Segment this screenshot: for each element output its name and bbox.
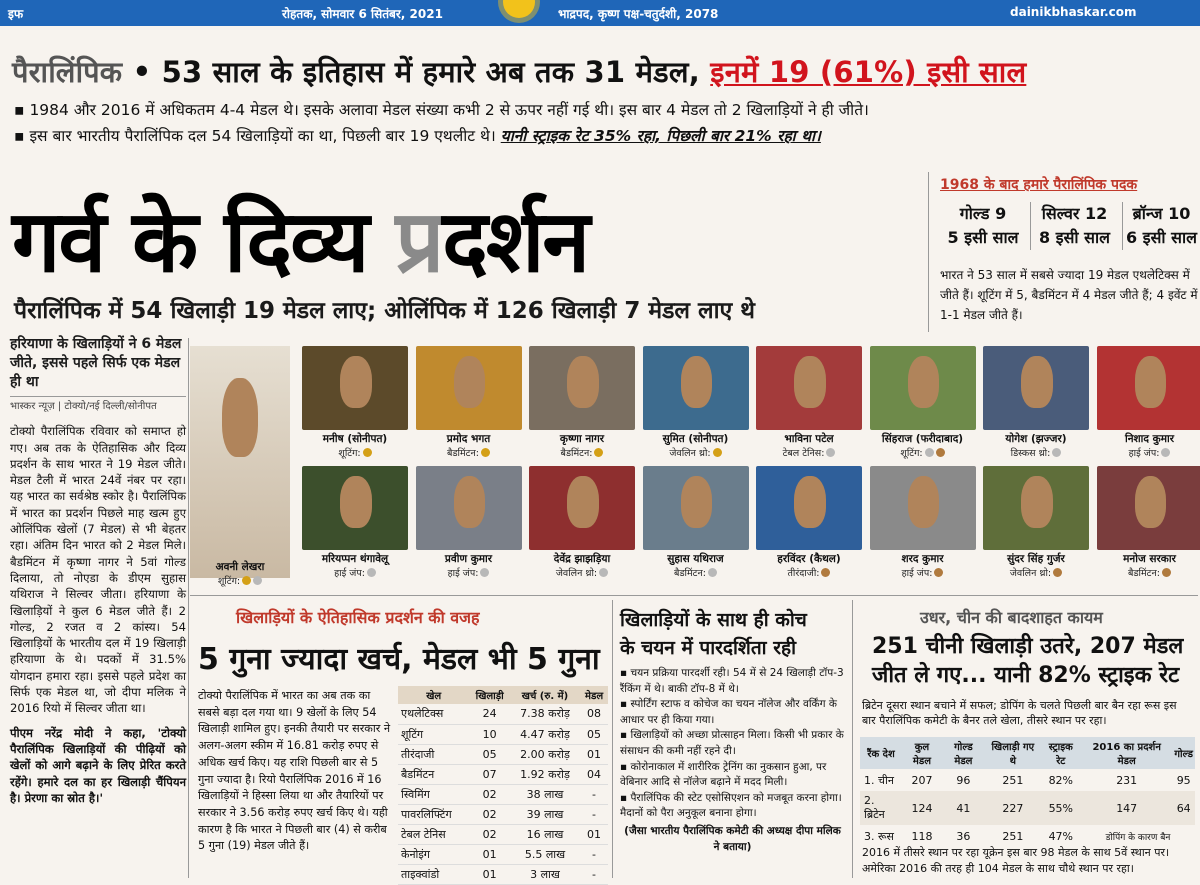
reason-headline: 5 गुना ज्यादा खर्च, मेडल भी 5 गुना xyxy=(198,637,600,678)
athlete-sport xyxy=(411,446,527,459)
coach-points xyxy=(620,666,845,855)
table-cell: - xyxy=(580,804,608,824)
athlete-sport xyxy=(978,566,1094,579)
table-cell: तीरंदाजी xyxy=(398,744,469,764)
athlete-name: मनीष (सोनीपत) xyxy=(297,432,413,446)
athlete-sport xyxy=(1092,446,1200,459)
table-cell: 10 xyxy=(469,724,509,744)
silver-box xyxy=(1030,202,1118,250)
medal-icon xyxy=(481,448,490,457)
athlete-photo xyxy=(1097,466,1200,550)
table-cell: 01 xyxy=(580,744,608,764)
athlete-sport xyxy=(865,446,981,459)
medal-icon xyxy=(367,568,376,577)
table-cell: 82% xyxy=(1041,769,1081,791)
athlete-photo xyxy=(1097,346,1200,430)
medal-icon xyxy=(925,448,934,457)
main-title-part1: गर्व के दिव्य xyxy=(12,191,395,292)
coach-headline-2: के चयन में पारदर्शिता रही xyxy=(620,634,807,662)
table-row xyxy=(398,724,608,744)
table-cell: - xyxy=(580,844,608,864)
column-header: 2016 का प्रदर्शन मेडल xyxy=(1081,737,1172,769)
table-cell: 2.00 करोड़ xyxy=(510,744,580,764)
athlete-photo xyxy=(416,346,522,430)
list-item: ▪ खिलाड़ियों को अच्छा प्रोत्साहन मिला। किसी भी प्रकार के संसाधन की कमी नहीं रहने दी। xyxy=(620,728,845,759)
table-cell: 24 xyxy=(469,704,509,724)
main-title-part3: दर्शन xyxy=(442,191,588,292)
table-cell: 64 xyxy=(1172,791,1195,825)
coach-point: खिलाड़ियों को अच्छा प्रोत्साहन मिला। किसी भी प्रकार के संसाधन की कमी नहीं रहने दी। xyxy=(620,729,844,757)
athlete-sport-text: बैडमिंटन: xyxy=(1128,568,1160,579)
table-cell: 227 xyxy=(985,791,1041,825)
athlete-sport xyxy=(1092,566,1200,579)
medal-icon xyxy=(1053,568,1062,577)
pm-quote: पीएम नरेंद्र मोदी ने कहा, 'टोक्यो पैरालिंपिक खिलाड़ियों की पीढ़ियों को खेलों को आगे बढ़ाने के लिए प्रेरित करते रहेंगे। हमारे दल का हर खिलाड़ी चैंपियन है। प्रेरणा का स्रोत है।' xyxy=(10,725,186,806)
table-cell: - xyxy=(580,784,608,804)
table-cell: 05 xyxy=(580,724,608,744)
athlete-sport xyxy=(751,446,867,459)
portrait-image xyxy=(454,476,486,528)
table-row xyxy=(398,824,608,844)
medal-icon xyxy=(934,568,943,577)
haryana-heading: हरियाणा के खिलाड़ियों ने 6 मेडल जीते, इससे पहले सिर्फ एक मेडल ही था xyxy=(10,335,186,392)
portrait-image xyxy=(454,356,486,408)
coach-headline-1: खिलाड़ियों के साथ ही कोच xyxy=(620,606,807,634)
bullet-2: ▪ इस बार भारतीय पैरालिंपिक दल 54 खिलाड़ियों का था, पिछली बार 19 एथलीट थे। यानी स्ट्राइक रेट 35% रहा, पिछली बार 21% रहा था। xyxy=(14,124,821,146)
athlete-sport-text: डिस्कस थ्रो: xyxy=(1011,448,1051,459)
table-cell: 55% xyxy=(1041,791,1081,825)
medal-icon xyxy=(708,568,717,577)
gold-box xyxy=(942,202,1024,250)
column-header: गोल्ड xyxy=(1172,737,1195,769)
column-header: रैंक देश xyxy=(860,737,902,769)
table-cell: 07 xyxy=(469,764,509,784)
column-header: खेल xyxy=(398,686,469,704)
table-cell: 207 xyxy=(902,769,942,791)
athlete-sport-text: तीरंदाजी: xyxy=(788,568,820,579)
headline-prefix: पैरालिंपिक xyxy=(12,55,122,89)
table-cell: 08 xyxy=(580,704,608,724)
china-footer: 2016 में तीसरे स्थान पर रहा यूक्रेन इस बार 98 मेडल के साथ 5वें स्थान पर। अमेरिका 2016 की तरह ही 104 मेडल के साथ चौथे स्थान पर रहा। xyxy=(862,845,1197,877)
coach-point: कोरोनाकाल में शारीरिक ट्रेनिंग का नुकसान हुआ, पर वेबिनार आदि से नॉलेज बढ़ाने में मदद मिली। xyxy=(620,761,826,789)
portrait-image xyxy=(681,476,713,528)
portrait-image xyxy=(908,476,940,528)
table-cell: 39 लाख xyxy=(510,804,580,824)
athlete-sport-text: बैडमिंटन: xyxy=(674,568,706,579)
list-item: ▪ पैरालिंपिक की स्टेट एसोसिएशन को मजबूत करना होगा। मैदानों को पैरा अनुकूल बनाना होगा। xyxy=(620,791,845,822)
table-row xyxy=(398,844,608,864)
table-cell: 251 xyxy=(985,825,1041,847)
reason-body: टोक्यो पैरालिंपिक में भारत का अब तक का सबसे बड़ा दल गया था। 9 खेलों के लिए 54 खिलाड़ी शामिल हुए। इनकी तैयारी पर सरकार ने अलग-अलग स्कीम में 16.81 करोड़ रुपए से अधिक खर्च किए। यह राशि पिछली बार से 5 गुना ज्यादा है। रियो पैरालिंपिक 2016 में 16 खिलाड़ियों ने हिस्सा लिया था और तैयारियों पर सरकार ने 3.56 करोड़ रुपए खर्च किए थे। यही कारण है कि भारत ने पिछली बार (4) से करीब 5 गुना (19) मेडल जीते हैं। xyxy=(198,688,394,855)
table-cell: 02 xyxy=(469,784,509,804)
medal-icon xyxy=(363,448,372,457)
date-line: रोहतक, सोमवार 6 सितंबर, 2021 xyxy=(282,5,443,22)
table-cell: शूटिंग xyxy=(398,724,469,744)
athlete-sport-text: शूटिंग: xyxy=(900,448,922,459)
athlete-name: मनोज सरकार xyxy=(1092,552,1200,566)
athlete-photo xyxy=(756,466,862,550)
athlete-name: निशाद कुमार xyxy=(1092,432,1200,446)
main-title-part2: प्र xyxy=(395,191,442,292)
table-cell: - xyxy=(580,864,608,884)
portrait-image xyxy=(1021,476,1053,528)
silver-year: 8 इसी साल xyxy=(1031,226,1118,250)
table-row xyxy=(398,744,608,764)
avani-sport-text: शूटिंग: xyxy=(218,576,240,587)
column-header: खिलाड़ी xyxy=(469,686,509,704)
coach-credit: (जैसा भारतीय पैरालिंपिक कमेटी की अध्यक्ष दीपा मलिक ने बताया) xyxy=(620,824,845,855)
spend-table xyxy=(398,686,608,885)
portrait-image xyxy=(340,356,372,408)
table-cell: 124 xyxy=(902,791,942,825)
bronze-label: ब्रॉन्ज 10 xyxy=(1123,202,1200,226)
coach-headline xyxy=(620,606,807,662)
portrait-image xyxy=(1135,356,1167,408)
table-cell: 5.5 लाख xyxy=(510,844,580,864)
medal-icon xyxy=(826,448,835,457)
athlete-sport-text: शूटिंग: xyxy=(338,448,360,459)
table-cell: 147 xyxy=(1081,791,1172,825)
column-header: मेडल xyxy=(580,686,608,704)
medal-table xyxy=(860,737,1195,847)
table-cell: पावरलिफ्टिंग xyxy=(398,804,469,824)
divider xyxy=(190,595,1198,596)
athlete-photo xyxy=(870,466,976,550)
headline-highlight: इनमें 19 (61%) इसी साल xyxy=(710,55,1026,89)
portrait-image xyxy=(340,476,372,528)
table-cell: 118 xyxy=(902,825,942,847)
table-cell: 1.92 करोड़ xyxy=(510,764,580,784)
gold-year: 5 इसी साल xyxy=(942,226,1024,250)
table-cell: 38 लाख xyxy=(510,784,580,804)
table-cell: 05 xyxy=(469,744,509,764)
athlete-photo xyxy=(756,346,862,430)
athlete-sport-text: हाई जंप: xyxy=(902,568,933,579)
athlete-name: सुमित (सोनीपत) xyxy=(638,432,754,446)
athlete-sport-text: हाई जंप: xyxy=(1129,448,1160,459)
athlete-sport-text: बैडमिंटन: xyxy=(447,448,479,459)
avani-name: अवनी लेखरा xyxy=(182,560,298,574)
table-cell: 3 लाख xyxy=(510,864,580,884)
athlete-name: मरियप्पन थंगावेलू xyxy=(297,552,413,566)
table-cell: 2. ब्रिटेन xyxy=(860,791,902,825)
portrait-image xyxy=(908,356,940,408)
table-row xyxy=(860,825,1195,847)
medal-icon xyxy=(599,568,608,577)
athlete-photo xyxy=(529,466,635,550)
portrait-image xyxy=(1021,356,1053,408)
table-cell: स्विमिंग xyxy=(398,784,469,804)
table-cell: 96 xyxy=(942,769,985,791)
subtitle: पैरालिंपिक में 54 खिलाड़ी 19 मेडल लाए; ओलिंपिक में 126 खिलाड़ी 7 मेडल लाए थे xyxy=(14,293,755,325)
table-cell: 95 xyxy=(1172,769,1195,791)
bullet-2-emphasis: यानी स्ट्राइक रेट 35% रहा, पिछली बार 21% रहा था। xyxy=(501,127,821,145)
bronze-year: 6 इसी साल xyxy=(1123,226,1200,250)
medal-icon xyxy=(713,448,722,457)
athlete-photo xyxy=(529,346,635,430)
medal-icon xyxy=(594,448,603,457)
list-item: ▪ चयन प्रक्रिया पारदर्शी रही। 54 में से 24 खिलाड़ी टॉप-3 रैंकिंग में थे। बाकी टॉप-8 में थे। xyxy=(620,666,845,697)
table-row xyxy=(398,764,608,784)
divider xyxy=(928,172,929,332)
column-header: कुल मेडल xyxy=(902,737,942,769)
table-cell: 41 xyxy=(942,791,985,825)
bullet-2-text: इस बार भारतीय पैरालिंपिक दल 54 खिलाड़ियों का था, पिछली बार 19 एथलीट थे। xyxy=(29,127,495,145)
headline: पैरालिंपिक • 53 साल के इतिहास में हमारे अब तक 31 मेडल, इनमें 19 (61%) इसी साल xyxy=(12,52,1026,91)
table-cell: 04 xyxy=(580,764,608,784)
table-cell: 01 xyxy=(580,824,608,844)
panchang-line: भाद्रपद, कृष्ण पक्ष-चतुर्दशी, 2078 xyxy=(558,5,718,22)
athlete-photo xyxy=(416,466,522,550)
athlete-sport xyxy=(297,446,413,459)
table-cell: एथलेटिक्स xyxy=(398,704,469,724)
table-row xyxy=(398,784,608,804)
table-cell: बैडमिंटन xyxy=(398,764,469,784)
athlete-photo xyxy=(302,346,408,430)
athlete-sport-text: हाई जंप: xyxy=(334,568,365,579)
list-item: ▪ स्पोर्टिंग स्टाफ व कोचेज का चयन नॉलेज और वर्किंग के आधार पर ही किया गया। xyxy=(620,697,845,728)
table-cell: 7.38 करोड़ xyxy=(510,704,580,724)
athlete-sport-text: हाई जंप: xyxy=(448,568,479,579)
table-cell: 01 xyxy=(469,844,509,864)
medal-icon xyxy=(480,568,489,577)
table-cell: डोपिंग के कारण बैन xyxy=(1081,825,1195,847)
athlete-photo xyxy=(983,466,1089,550)
athlete-photo xyxy=(870,346,976,430)
medals-text: भारत ने 53 साल में सबसे ज्यादा 19 मेडल एथलेटिक्स में जीते हैं। शूटिंग में 5, बैडमिंटन में 4 मेडल जीते हैं; 4 इवेंट में 1-1 मेडल जीते हैं। xyxy=(940,265,1200,325)
column-header: गोल्ड मेडल xyxy=(942,737,985,769)
portrait-image xyxy=(794,476,826,528)
sun-logo-icon xyxy=(492,0,546,24)
athlete-sport xyxy=(297,566,413,579)
athlete-name: कृष्णा नागर xyxy=(524,432,640,446)
table-row xyxy=(398,804,608,824)
table-cell: ताइक्वांडो xyxy=(398,864,469,884)
athlete-photo xyxy=(643,466,749,550)
gold-label: गोल्ड 9 xyxy=(942,202,1024,226)
headline-main: 53 साल के इतिहास में हमारे अब तक 31 मेडल, xyxy=(162,55,700,89)
medal-icon xyxy=(821,568,830,577)
athlete-sport xyxy=(638,566,754,579)
table-cell: टेबल टेनिस xyxy=(398,824,469,844)
china-headline-2: जीत ले गए... यानी 82% स्ट्राइक रेट xyxy=(872,661,1183,690)
table-cell: केनोइंग xyxy=(398,844,469,864)
divider xyxy=(852,600,853,878)
athlete-sport xyxy=(978,446,1094,459)
column-header: स्ट्राइक रेट xyxy=(1041,737,1081,769)
main-title xyxy=(12,180,588,297)
athlete-sport-text: जेवलिन थ्रो: xyxy=(669,448,710,459)
table-row xyxy=(398,864,608,884)
site-link[interactable]: dainikbhaskar.com xyxy=(1010,5,1137,19)
gold-medal-icon xyxy=(242,576,251,585)
athlete-name: शरद कुमार xyxy=(865,552,981,566)
table-row xyxy=(860,791,1195,825)
athlete-photo xyxy=(643,346,749,430)
bronze-box xyxy=(1122,202,1200,250)
table-cell: 4.47 करोड़ xyxy=(510,724,580,744)
bullet-1: ▪ 1984 और 2016 में अधिकतम 4-4 मेडल थे। इसके अलावा मेडल संख्या कभी 2 से ऊपर नहीं गई थी। इस बार 4 मेडल तो 2 खिलाड़ियों ने ही जीते। xyxy=(14,98,869,120)
athlete-sport xyxy=(524,566,640,579)
table-cell: 02 xyxy=(469,824,509,844)
avani-photo xyxy=(190,346,290,578)
divider xyxy=(188,338,189,878)
athlete-photo xyxy=(302,466,408,550)
athlete-sport xyxy=(865,566,981,579)
haryana-column xyxy=(10,335,186,806)
medal-icon xyxy=(936,448,945,457)
avani-sport xyxy=(182,574,298,587)
athlete-name: भाविना पटेल xyxy=(751,432,867,446)
medal-icon xyxy=(1161,448,1170,457)
portrait-image xyxy=(222,378,258,457)
column-header: खिलाड़ी गए थे xyxy=(985,737,1041,769)
list-item: ▪ कोरोनाकाल में शारीरिक ट्रेनिंग का नुकसान हुआ, पर वेबिनार आदि से नॉलेज बढ़ाने में मदद मिली। xyxy=(620,760,845,791)
portrait-image xyxy=(567,356,599,408)
athlete-sport-text: टेबल टेनिस: xyxy=(783,448,825,459)
athlete-sport xyxy=(638,446,754,459)
athlete-name: सुहास यथिराज xyxy=(638,552,754,566)
athlete-photo xyxy=(983,346,1089,430)
portrait-image xyxy=(567,476,599,528)
table-cell: 16 लाख xyxy=(510,824,580,844)
china-headline-1: 251 चीनी खिलाड़ी उतरे, 207 मेडल xyxy=(872,632,1183,661)
athlete-name: सुंदर सिंह गुर्जर xyxy=(978,552,1094,566)
athlete-name: देवेंद्र झाझड़िया xyxy=(524,552,640,566)
byline: भास्कर न्यूज़ | टोक्यो/नई दिल्ली/सोनीपत xyxy=(10,396,186,415)
coach-point: पैरालिंपिक की स्टेट एसोसिएशन को मजबूत करना होगा। मैदानों को पैरा अनुकूल बनाना होगा। xyxy=(620,792,842,820)
athlete-sport xyxy=(411,566,527,579)
coach-point: चयन प्रक्रिया पारदर्शी रही। 54 में से 24 खिलाड़ी टॉप-3 रैंकिंग में थे। बाकी टॉप-8 में थे। xyxy=(620,667,844,695)
reason-tag: खिलाड़ियों के ऐतिहासिक प्रदर्शन की वजह xyxy=(236,606,480,628)
athlete-name: योगेश (झज्जर) xyxy=(978,432,1094,446)
table-cell: 02 xyxy=(469,804,509,824)
haryana-body: टोक्यो पैरालिंपिक रविवार को समाप्त हो गए। अब तक के ऐतिहासिक और दिव्य प्रदर्शन के साथ भारत ने 19 मेडल जीते। मेडल टैली में भारत 24वें नंबर पर रहा। यह भारत का सर्वश्रेष्ठ स्कोर है। पैरालिंपिक में भारत का प्रदर्शन पिछले माह खत्म हुए ओलिंपिक खेलों (7 मेडल) से भी बेहतर रहा। अंतिम दिन भारत को 2 मेडल मिले। बैडमिंटन में कृष्णा नागर ने 5वां गोल्ड दिलाया, तो नोएडा के डीएम सुहास यथिराज ने सिल्वर जीता। हरियाणा के खिलाड़ियों ने कुल 6 मेडल जीते हैं। 2 गोल्ड, 2 रजत व 2 कांस्य। 54 खिलाड़ियों के भारतीय दल में 19 खिलाड़ी हरियाणा के थे। पदकों में 31.5% योगदान हमारा रहा। इससे पहले प्रदेश का सिर्फ एक मेडल था, जो दीपा मलिक ने 2016 रियो में सिल्वर जीता था। xyxy=(10,423,186,716)
portrait-image xyxy=(1135,476,1167,528)
athlete-sport-text: जेवलिन थ्रो: xyxy=(556,568,597,579)
athlete-name: प्रवीण कुमार xyxy=(411,552,527,566)
athlete-sport-text: बैडमिंटन: xyxy=(561,448,593,459)
medals-title: 1968 के बाद हमारे पैरालिंपिक पदक xyxy=(940,175,1137,194)
table-cell: 1. चीन xyxy=(860,769,902,791)
athlete-sport xyxy=(751,566,867,579)
table-cell: 231 xyxy=(1081,769,1172,791)
athlete-name: हरविंदर (कैथल) xyxy=(751,552,867,566)
silver-medal-icon xyxy=(253,576,262,585)
divider xyxy=(612,600,613,878)
medal-icon xyxy=(1052,448,1061,457)
china-body: ब्रिटेन दूसरा स्थान बचाने में सफल; डोपिंग के चलते पिछली बार बैन रहा रूस इस बार पैरालिंपिक कमेटी के बैनर तले खेला, तीसरे स्थान पर रहा। xyxy=(862,698,1192,728)
table-row xyxy=(860,769,1195,791)
china-tag: उधर, चीन की बादशाहत कायम xyxy=(920,606,1103,628)
portrait-image xyxy=(794,356,826,408)
table-cell: 251 xyxy=(985,769,1041,791)
athlete-sport xyxy=(524,446,640,459)
silver-label: सिल्वर 12 xyxy=(1031,202,1118,226)
coach-point: स्पोर्टिंग स्टाफ व कोचेज का चयन नॉलेज और वर्किंग के आधार पर ही किया गया। xyxy=(620,698,837,726)
table-cell: 01 xyxy=(469,864,509,884)
bullet-1-text: 1984 और 2016 में अधिकतम 4-4 मेडल थे। इसके अलावा मेडल संख्या कभी 2 से ऊपर नहीं गई थी। इस बार 4 मेडल तो 2 खिलाड़ियों ने ही जीते। xyxy=(29,101,868,119)
athlete-name: सिंहराज (फरीदाबाद) xyxy=(865,432,981,446)
top-bar xyxy=(0,0,1200,26)
edition-label: इफ xyxy=(8,5,23,22)
table-cell: 47% xyxy=(1041,825,1081,847)
medal-icon xyxy=(1162,568,1171,577)
table-row xyxy=(398,704,608,724)
athlete-sport-text: जेवलिन थ्रो: xyxy=(1010,568,1051,579)
portrait-image xyxy=(681,356,713,408)
china-headline xyxy=(872,632,1183,690)
table-cell: 36 xyxy=(942,825,985,847)
athlete-name: प्रमोद भगत xyxy=(411,432,527,446)
table-cell: 3. रूस xyxy=(860,825,902,847)
column-header: खर्च (रु. में) xyxy=(510,686,580,704)
